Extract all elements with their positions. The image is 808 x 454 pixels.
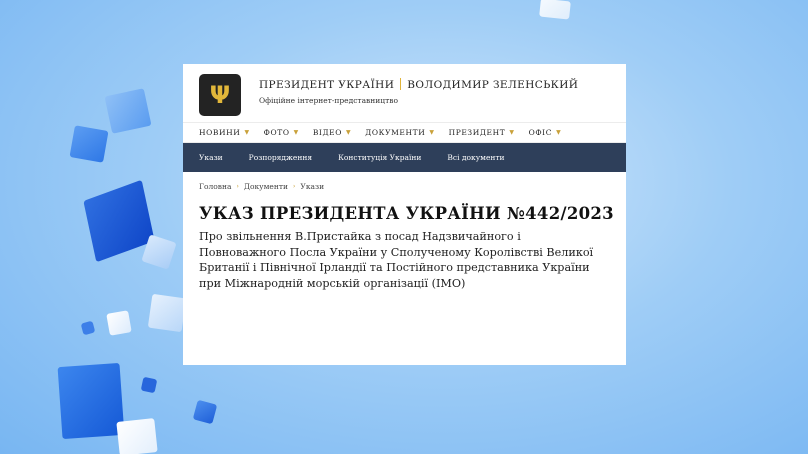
decorative-cube <box>104 88 151 133</box>
decorative-cube <box>141 377 158 394</box>
nav-item-photo[interactable] <box>264 128 299 137</box>
chevron-down-icon: ▼ <box>244 129 250 136</box>
chevron-right-icon: › <box>236 182 239 190</box>
decorative-cube <box>58 363 125 439</box>
subnav-item-all-documents[interactable]: Всі документи <box>447 153 505 162</box>
title-separator <box>400 78 401 90</box>
nav-item-documents[interactable] <box>365 128 434 137</box>
subnav-item-decrees[interactable]: Укази <box>199 153 223 162</box>
page-title: УКАЗ ПРЕЗИДЕНТА УКРАЇНИ №442/2023 <box>199 204 614 223</box>
breadcrumb-documents[interactable]: Документи <box>243 181 289 191</box>
site-subtitle: Офіційне інтернет-представництво <box>259 96 398 105</box>
decorative-cube <box>148 294 186 332</box>
breadcrumb-decrees[interactable]: Укази <box>300 181 325 191</box>
document-description: Про звільнення В.Пристайка з посад Надзвичайного і Повноважного Посла України у Сполученому Королівстві Великої Британії і Північної Ірландії та Постійного представника України при Міжнародній морській організації (IMO) <box>199 230 594 290</box>
decorative-cube <box>69 125 108 162</box>
trident-emblem-icon: Ψ <box>209 81 231 109</box>
chevron-down-icon: ▼ <box>556 129 562 136</box>
nav-item-office[interactable] <box>529 128 562 137</box>
breadcrumb-home[interactable]: Головна <box>199 181 232 191</box>
subnav-item-orders[interactable]: Розпорядження <box>248 153 313 162</box>
nav-item-label: ОФІС <box>528 128 553 137</box>
subnav-item-constitution[interactable]: Конституція України <box>338 153 422 162</box>
decorative-cube <box>193 400 217 424</box>
site-title-org: ПРЕЗИДЕНТ УКРАЇНИ <box>259 79 395 91</box>
site-logo[interactable] <box>199 74 241 116</box>
nav-item-label: НОВИНИ <box>199 128 241 137</box>
nav-item-label: ВІДЕО <box>312 128 343 137</box>
webpage-card <box>183 64 626 365</box>
chevron-down-icon: ▼ <box>509 129 515 136</box>
site-titles <box>259 78 578 105</box>
breadcrumb <box>199 180 626 192</box>
chevron-down-icon: ▼ <box>293 129 299 136</box>
site-header <box>183 64 626 122</box>
nav-item-news[interactable] <box>199 128 250 137</box>
site-title-person: ВОЛОДИМИР ЗЕЛЕНСЬКИЙ <box>407 79 579 91</box>
main-nav <box>183 122 626 143</box>
decorative-cube <box>116 418 157 454</box>
chevron-down-icon: ▼ <box>429 129 435 136</box>
nav-item-label: ДОКУМЕНТИ <box>365 128 426 137</box>
documents-subnav <box>183 143 626 172</box>
site-title[interactable] <box>259 78 578 91</box>
nav-item-label: ФОТО <box>263 128 290 137</box>
nav-item-video[interactable] <box>313 128 351 137</box>
decorative-cube <box>539 0 571 20</box>
decorative-cube <box>106 310 131 335</box>
chevron-right-icon: › <box>293 182 296 190</box>
decorative-cube <box>81 321 96 336</box>
nav-item-label: ПРЕЗИДЕНТ <box>448 128 506 137</box>
nav-item-president[interactable] <box>449 128 515 137</box>
chevron-down-icon: ▼ <box>346 129 352 136</box>
